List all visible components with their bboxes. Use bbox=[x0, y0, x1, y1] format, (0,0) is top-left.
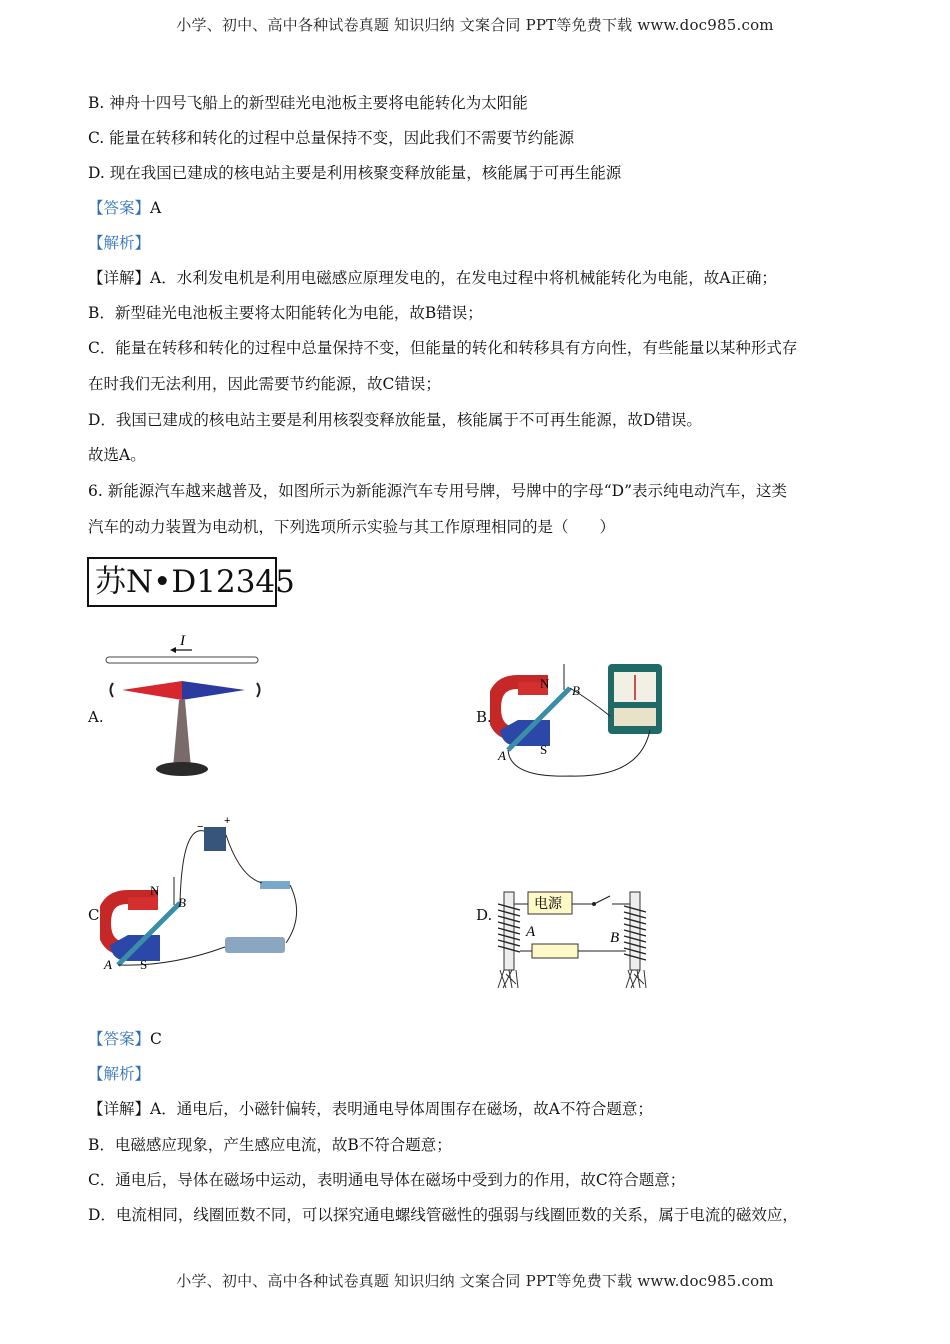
detail-text: A．通电后，小磁针偏转，表明通电导体周围存在磁场，故A不符合题意； bbox=[150, 1100, 653, 1118]
figure-d-electromagnets bbox=[492, 884, 662, 994]
rheostat bbox=[225, 937, 285, 953]
option-d-label: D. bbox=[476, 906, 493, 924]
option-a-label: A. bbox=[88, 708, 104, 726]
point-a: A bbox=[498, 748, 506, 763]
pole-n: N bbox=[150, 883, 160, 898]
pins-b bbox=[626, 970, 646, 988]
detail-tag: 【详解】 bbox=[88, 1100, 151, 1118]
option-c-label: C. bbox=[88, 906, 104, 924]
point-a: A bbox=[104, 957, 112, 972]
needle-blue-half bbox=[182, 681, 245, 700]
q6-analysis-tag: 【解析】 bbox=[88, 1065, 151, 1083]
q5-detail-4: 在时我们无法利用，因此需要节约能源，故C错误； bbox=[88, 375, 441, 393]
q5-option-b: B. 神舟十四号飞船上的新型硅光电池板主要将电能转化为太阳能 bbox=[88, 94, 528, 112]
answer-value: C bbox=[150, 1030, 162, 1048]
switch bbox=[260, 881, 290, 889]
answer-tag: 【答案】 bbox=[88, 1030, 151, 1048]
wire-upper bbox=[570, 688, 610, 716]
current-arrowhead bbox=[170, 647, 176, 653]
q5-analysis-tag: 【解析】 bbox=[88, 234, 151, 252]
coil-a-label: A bbox=[526, 924, 536, 940]
q5-detail-1 bbox=[88, 266, 777, 288]
point-b: B bbox=[178, 895, 186, 910]
q6-stem-2: 汽车的动力装置为电动机，下列选项所示实验与其工作原理相同的是（ ） bbox=[88, 518, 616, 536]
detail-tag: 【详解】 bbox=[88, 269, 151, 287]
rotation-mark-left bbox=[111, 683, 114, 697]
option-b-label: B. bbox=[476, 708, 492, 726]
page-footer: 小学、初中、高中各种试卷真题 知识归纳 文案合同 PPT等免费下载 www.doc985.com bbox=[176, 1272, 774, 1290]
wire-3 bbox=[286, 885, 297, 943]
page-header: 小学、初中、高中各种试卷真题 知识归纳 文案合同 PPT等免费下载 www.doc985.com bbox=[176, 16, 774, 34]
q6-stem-1: 6. 新能源汽车越来越普及，如图所示为新能源汽车专用号牌，号牌中的字母“D”表示纯电动汽车，这类 bbox=[88, 482, 787, 500]
pole-s: S bbox=[140, 957, 148, 972]
figure-a-compass bbox=[100, 628, 265, 783]
q6-answer bbox=[88, 1027, 162, 1049]
coil-b-label: B bbox=[610, 930, 620, 946]
license-plate: 苏N•D12345 bbox=[87, 557, 277, 607]
switch-lever bbox=[594, 896, 610, 904]
wire-1 bbox=[180, 831, 204, 903]
pole-s: S bbox=[540, 742, 548, 757]
pole-n: N bbox=[540, 676, 550, 691]
q6-detail-2: B．电磁感应现象，产生感应电流，故B不符合题意； bbox=[88, 1136, 452, 1154]
pins-a bbox=[498, 970, 518, 988]
answer-value: A bbox=[150, 199, 162, 217]
wire-rod bbox=[106, 657, 258, 663]
q5-detail-3: C．能量在转移和转化的过程中总量保持不变，但能量的转化和转移具有方向性，有些能量以某种形式存 bbox=[88, 339, 798, 357]
point-b: B bbox=[572, 683, 580, 698]
q5-option-c: C. 能量在转移和转化的过程中总量保持不变，因此我们不需要节约能源 bbox=[88, 129, 575, 147]
answer-tag: 【答案】 bbox=[88, 199, 151, 217]
battery bbox=[204, 827, 226, 851]
needle-red-half bbox=[122, 681, 182, 700]
wire-2 bbox=[226, 835, 262, 883]
power-label: 电源 bbox=[534, 896, 562, 912]
detail-text: A．水利发电机是利用电磁感应原理发电的，在发电过程中将机械能转化为电能，故A正确； bbox=[150, 269, 777, 287]
resistor bbox=[532, 944, 578, 958]
q5-detail-6: 故选A。 bbox=[88, 446, 146, 464]
battery-minus: − bbox=[197, 821, 204, 833]
q6-detail-3: C．通电后，导体在磁场中运动，表明通电导体在磁场中受到力的作用，故C符合题意； bbox=[88, 1171, 686, 1189]
magnet-top-red bbox=[128, 897, 158, 910]
compass-stand bbox=[173, 700, 191, 768]
q5-detail-5: D．我国已建成的核电站主要是利用核裂变释放能量，核能属于不可再生能源，故D错误。 bbox=[88, 411, 702, 429]
battery-plus: + bbox=[224, 815, 231, 827]
figure-b-induction bbox=[490, 660, 670, 785]
q6-detail-4: D．电流相同，线圈匝数不同，可以探究通电螺线管磁性的强弱与线圈匝数的关系，属于电流的磁效应， bbox=[88, 1206, 798, 1224]
figure-c-motor-principle bbox=[100, 815, 310, 975]
current-label: I bbox=[180, 633, 185, 649]
terminal-strip bbox=[614, 708, 656, 726]
compass-base bbox=[156, 762, 208, 776]
q6-detail-1 bbox=[88, 1097, 653, 1119]
q5-answer bbox=[88, 196, 161, 218]
rotation-mark-right bbox=[257, 683, 260, 697]
q5-option-d: D. 现在我国已建成的核电站主要是利用核聚变释放能量，核能属于可再生能源 bbox=[88, 164, 622, 182]
q5-detail-2: B．新型硅光电池板主要将太阳能转化为电能，故B错误； bbox=[88, 304, 483, 322]
